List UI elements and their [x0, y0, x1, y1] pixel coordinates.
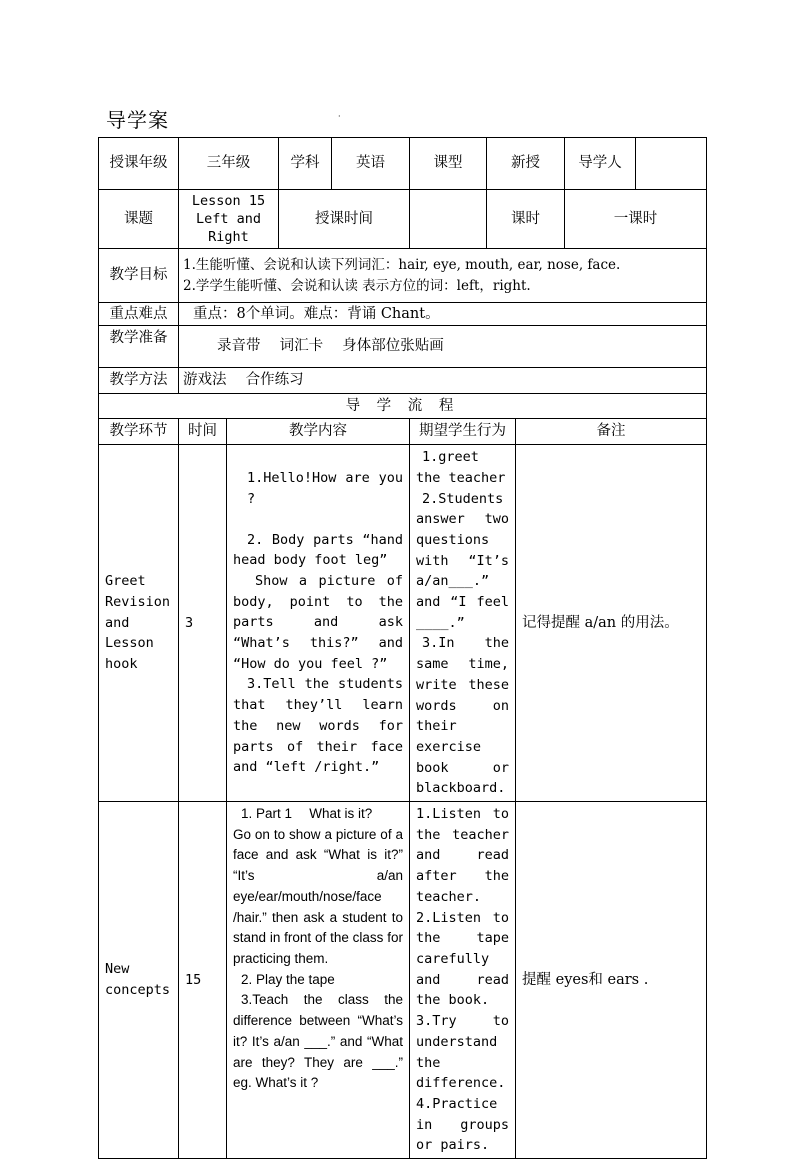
- col-behavior-header: 期望学生行为: [410, 419, 516, 445]
- topic-label: 课题: [99, 190, 179, 249]
- note-cell: 记得提醒 a/an 的用法。: [516, 445, 707, 802]
- goal-line-2: 2.学学生能听懂、会说和认读 表示方位的词：left，right.: [183, 277, 531, 294]
- content-line: Show a picture of body, point to the parts and ask “What’s this?” and “How do you feel ?”: [233, 572, 403, 672]
- stage-cell: [99, 802, 179, 1159]
- stage-line: Revision: [105, 594, 171, 611]
- content-line: 2. Body parts “hand head body foot leg”: [233, 531, 403, 569]
- goals-label: 教学目标: [99, 249, 179, 303]
- goal-line-1: 1.生能听懂、会说和认读下列词汇：hair, eye, mouth, ear, nose, face.: [183, 256, 621, 273]
- time-value: [410, 190, 487, 249]
- content-line: 1. Part 1 What is it?: [241, 806, 373, 822]
- key-points-row: [99, 303, 707, 326]
- lesson-plan-table: [98, 137, 707, 1159]
- topic-value: Lesson 15 Left and Right: [179, 190, 279, 249]
- prep-value: 录音带 词汇卡 身体部位张贴画: [179, 326, 707, 368]
- content-line: 3.Tell the students that they’ll learn the new words for parts of their face and “left /right.”: [233, 676, 403, 776]
- method-value: 游戏法 合作练习: [179, 368, 707, 394]
- method-row: [99, 368, 707, 394]
- content-line: 3.Teach the class the difference between “What’s it? It’s a/an ___.” and “What are they? They are ___.” eg. What’s it ?: [233, 992, 403, 1091]
- header-row: [99, 138, 707, 190]
- goals-row: [99, 249, 707, 303]
- behavior-line: 3.Try to understand the difference.: [416, 1013, 509, 1092]
- col-note-header: 备注: [516, 419, 707, 445]
- flow-header-row: [99, 419, 707, 445]
- content-line: 1.Hello!How are you ?: [247, 470, 403, 507]
- behavior-line: 2.Listen to the tape carefully and read the book.: [416, 909, 509, 1009]
- stage-line: concepts: [105, 982, 171, 999]
- period-value: 一课时: [565, 190, 707, 249]
- guide-value: [636, 138, 707, 190]
- subject-value: 英语: [332, 138, 410, 190]
- content-line: Go on to show a picture of a face and ask “What is it?” “It’s a/an eye/ear/mouth/nose/face /hair.” then ask a student to stand in front of the class for practicing them.: [233, 826, 403, 966]
- behavior-line: 1.greet the teacher: [416, 449, 506, 486]
- stage-line: Greet: [105, 573, 146, 590]
- subject-label: 学科: [279, 138, 332, 190]
- content-cell: [227, 445, 410, 802]
- flow-title: 导 学 流 程: [99, 393, 707, 419]
- period-label: 课时: [487, 190, 565, 249]
- time-label: 授课时间: [279, 190, 410, 249]
- behavior-cell: [410, 802, 516, 1159]
- col-time-header: 时间: [179, 419, 227, 445]
- prep-label: 教学准备: [99, 326, 179, 368]
- behavior-line: 3.In the same time, write these words on their exercise book or blackboard.: [416, 635, 509, 797]
- topic-row: [99, 190, 707, 249]
- content-line: 2. Play the tape: [241, 971, 335, 987]
- document-title: 导学案: [106, 108, 169, 132]
- method-label: 教学方法: [99, 368, 179, 394]
- note-cell: 提醒 eyes和 ears .: [516, 802, 707, 1159]
- content-cell: [227, 802, 410, 1159]
- stage-line: and: [105, 614, 130, 631]
- goals-value: [179, 249, 707, 303]
- grade-value: 三年级: [179, 138, 279, 190]
- col-content-header: 教学内容: [227, 419, 410, 445]
- flow-row-new-concepts: [99, 802, 707, 1159]
- flow-title-row: [99, 393, 707, 419]
- behavior-cell: [410, 445, 516, 802]
- type-label: 课型: [410, 138, 487, 190]
- time-cell: 15: [179, 802, 227, 1159]
- key-points-value: 重点：8个单词。难点：背诵 Chant。: [179, 303, 707, 326]
- col-stage-header: 教学环节: [99, 419, 179, 445]
- key-points-label: 重点难点: [99, 303, 179, 326]
- stage-line: Lesson: [105, 635, 154, 652]
- prep-row: [99, 326, 707, 368]
- behavior-line: 1.Listen to the teacher and read after the teacher.: [416, 806, 509, 905]
- stray-dot: ·: [338, 112, 341, 121]
- grade-label: 授课年级: [99, 138, 179, 190]
- stage-line: New: [105, 961, 130, 978]
- stage-cell: [99, 445, 179, 802]
- behavior-line: 4.Practice in groups or pairs.: [416, 1095, 509, 1154]
- type-value: 新授: [487, 138, 565, 190]
- stage-line: hook: [105, 656, 138, 673]
- guide-label: 导学人: [565, 138, 636, 190]
- time-cell: 3: [179, 445, 227, 802]
- flow-row-greet: [99, 445, 707, 802]
- behavior-line: 2.Students answer two questions with “It’s a/an___.” and “I feel ____.”: [416, 490, 509, 631]
